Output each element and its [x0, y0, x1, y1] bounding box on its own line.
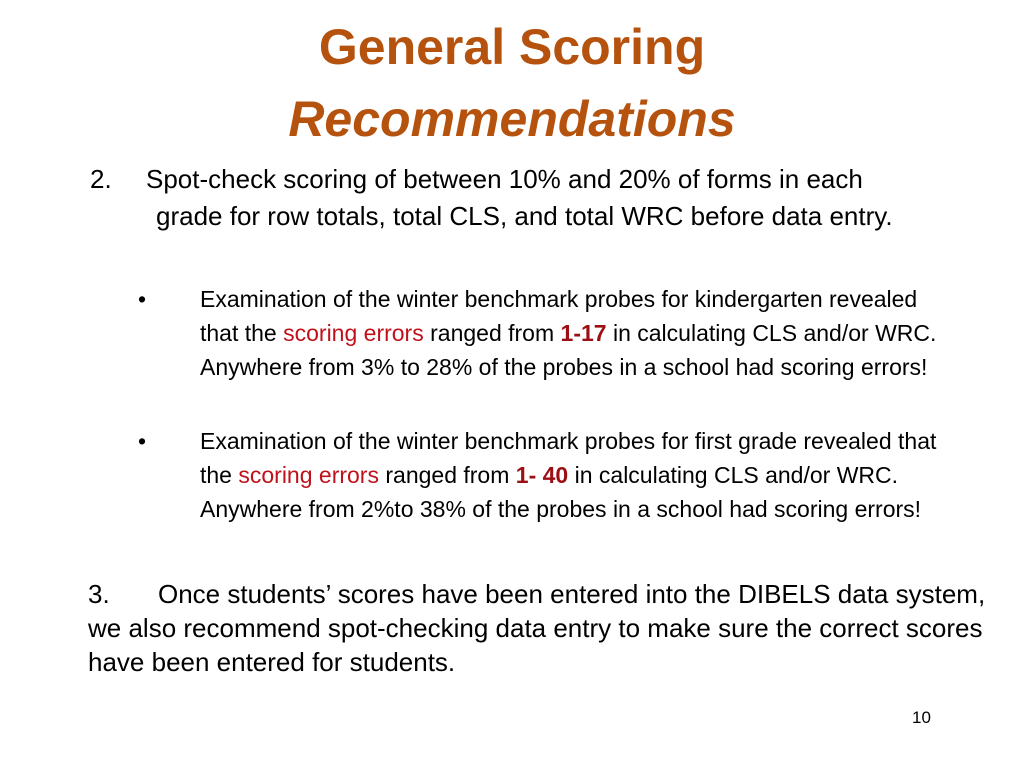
bullet-kindergarten [138, 282, 958, 384]
bullet-text-post: in calculating CLS and/or WRC. Anywhere from 2%to 38% of the probes in a school had scoring errors! [200, 462, 922, 522]
bullet-icon: • [138, 428, 147, 454]
list-item-3 [88, 577, 988, 679]
bullet-text-pre: Examination of the winter benchmark probes for first grade revealed that the [200, 428, 937, 488]
highlight-range: 1-17 [560, 320, 607, 346]
bullet-text-pre: Examination of the winter benchmark probes for kindergarten revealed that the [200, 286, 918, 346]
slide-title-italic: Recommendations [288, 91, 736, 147]
bullet-text-post: in calculating CLS and/or WRC. Anywhere from 3% to 28% of the probes in a school had scoring errors! [200, 320, 937, 380]
bullet-text-mid: ranged from [423, 320, 561, 346]
bullet-text [138, 282, 958, 384]
page-number: 10 [912, 708, 931, 727]
bullet-text [138, 424, 958, 526]
list-item-text: Once students’ scores have been entered into the DIBELS data system, we also recommend spot-checking data entry to make sure the correct scores have been entered for students. [88, 579, 986, 677]
list-number: 3. [88, 579, 110, 609]
bullet-text-mid: ranged from [378, 462, 516, 488]
highlight-scoring-errors: scoring errors [283, 320, 424, 346]
list-item-2 [90, 161, 930, 235]
slide-title: General Scoring [318, 19, 706, 75]
list-item-text: Spot-check scoring of between 10% and 20% of forms in each grade for row totals, total CLS, and total WRC before data entry. [146, 164, 893, 231]
highlight-scoring-errors: scoring errors [238, 462, 379, 488]
highlight-range: 1- 40 [515, 462, 569, 488]
bullet-icon: • [138, 286, 147, 312]
list-number: 2. [90, 164, 112, 194]
bullet-first-grade [138, 424, 958, 526]
